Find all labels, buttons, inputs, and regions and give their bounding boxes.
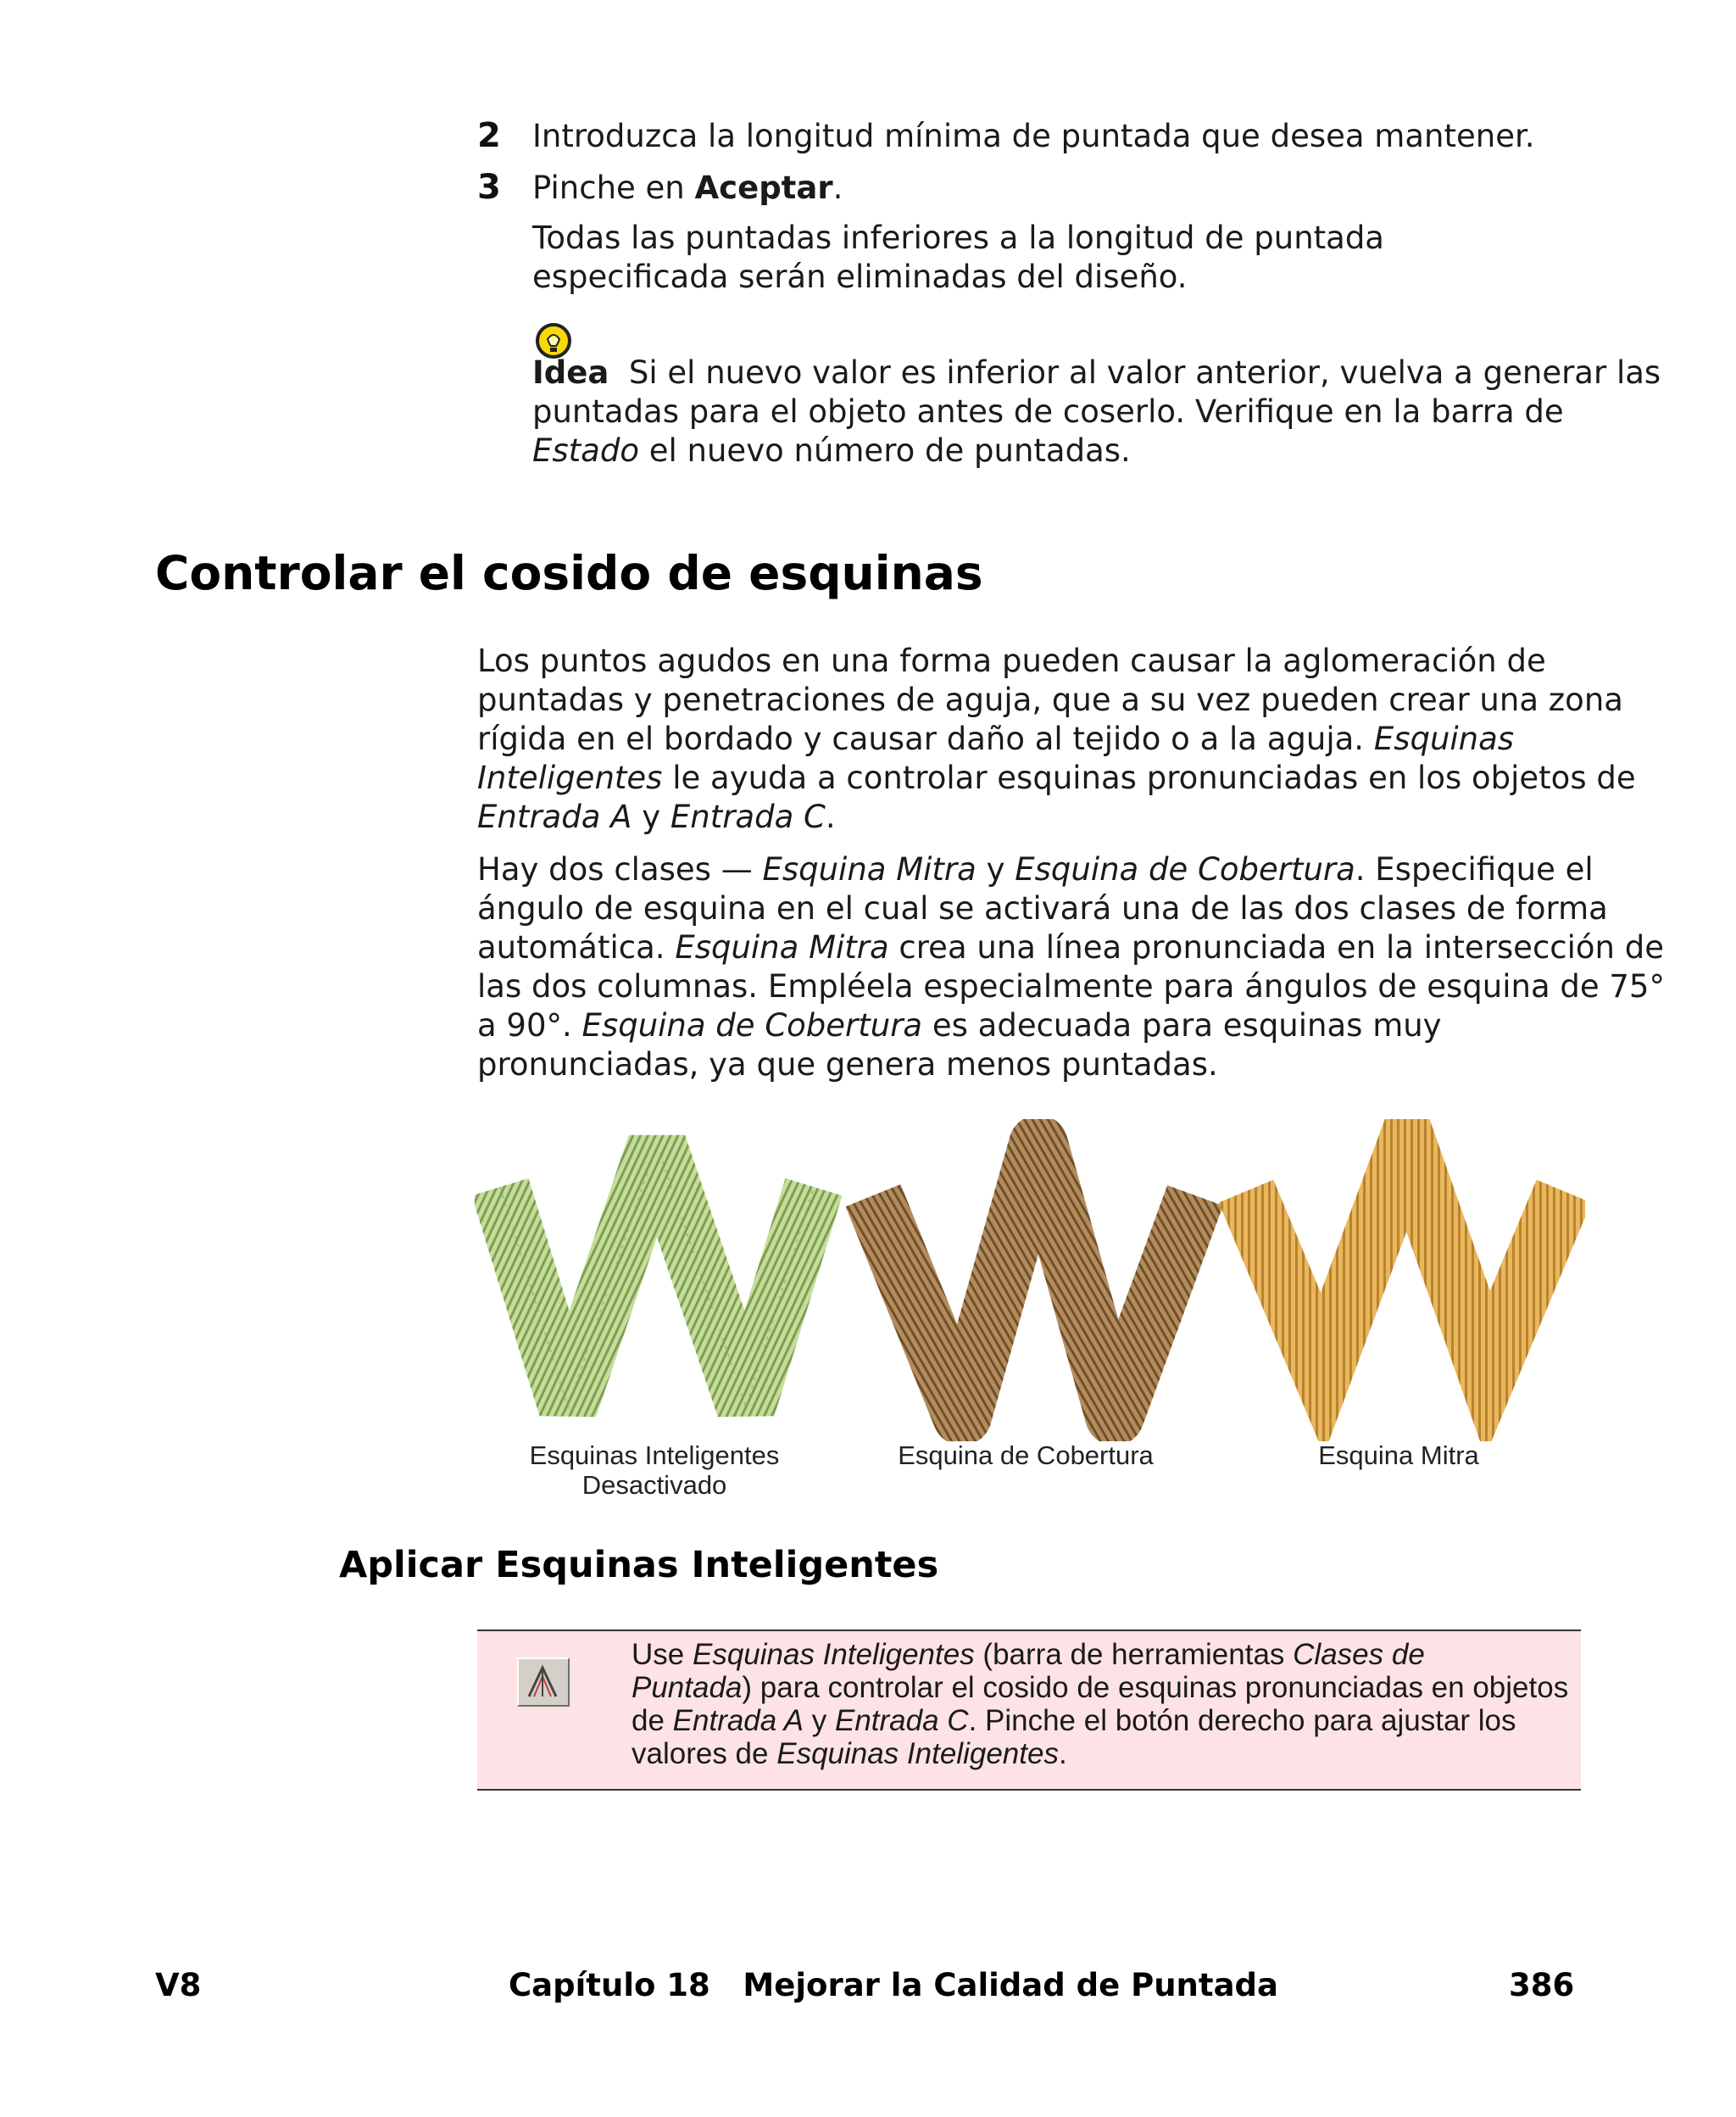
idea-line: Estado el nuevo número de puntadas. [532,432,1131,469]
figure-caption: Esquinas Inteligentes Desactivado [529,1440,780,1500]
paragraph-line: automática. Esquina Mitra crea una línea pronunciada en la intersección de [477,929,1665,966]
paragraph-line: Los puntos agudos en una forma pueden causar la aglomeración de [477,643,1546,679]
figure-caption: Esquina de Cobertura [898,1440,1154,1470]
paragraph-line: Hay dos clases — Esquina Mitra y Esquina de Cobertura. Especifique el [477,851,1594,888]
sample-mitre-corner [1246,1145,1564,1373]
corner-stitch-figure [475,1119,1585,1441]
idea-line: Idea Si el nuevo valor es inferior al valor anterior, vuelva a generar las [532,354,1661,391]
figure-caption: Esquina Mitra [1318,1440,1479,1470]
step-result: Todas las puntadas inferiores a la longitud de puntada especificada serán eliminadas del diseño. [532,220,1384,295]
paragraph-line: puntadas y penetraciones de aguja, que a su vez pueden crear una zona [477,682,1623,718]
paragraph-line: Entrada A y Entrada C. [477,799,836,835]
paragraph-line: las dos columnas. Empléela especialmente para ángulos de esquina de 75° [477,968,1665,1005]
footer-version: V8 [155,1967,202,2003]
step-text: Pinche en Aceptar. [532,170,843,206]
sample-smart-corners-off [500,1145,814,1407]
paragraph-line: rígida en el bordado y causar daño al tejido o a la aguja. Esquinas [477,721,1515,757]
tip-line: Use Esquinas Inteligentes (barra de herramientas Clases de [632,1638,1425,1671]
page-number: 386 [1509,1967,1575,2003]
step-number: 3 [477,168,501,207]
idea-label: Idea [532,354,609,391]
tip-line: de Entrada A y Entrada C. Pinche el botón derecho para ajustar los [632,1704,1516,1737]
button-name: Aceptar [694,170,833,206]
paragraph-line: ángulo de esquina en el cual se activará una de las dos clases de forma [477,890,1608,927]
step-number: 2 [477,116,501,155]
smart-corners-tool-icon[interactable] [517,1657,570,1707]
paragraph-line: pronunciadas, ya que genera menos puntadas. [477,1046,1218,1083]
footer-chapter: Capítulo 18 Mejorar la Calidad de Puntada [509,1967,1278,2003]
paragraph-line: a 90°. Esquina de Cobertura es adecuada para esquinas muy [477,1007,1442,1044]
tip-line: Puntada) para controlar el cosido de esquinas pronunciadas en objetos [632,1671,1569,1704]
sample-cap-corner [873,1145,1195,1416]
subsection-title: Aplicar Esquinas Inteligentes [339,1544,939,1586]
step-text: Introduzca la longitud mínima de puntada que desea mantener. [532,118,1535,154]
section-title: Controlar el cosido de esquinas [155,546,983,600]
tip-line: valores de Esquinas Inteligentes. [632,1737,1067,1770]
idea-line: puntadas para el objeto antes de coserlo. Verifique en la barra de [532,393,1564,430]
paragraph-line: Inteligentes le ayuda a controlar esquinas pronunciadas en los objetos de [477,760,1636,796]
